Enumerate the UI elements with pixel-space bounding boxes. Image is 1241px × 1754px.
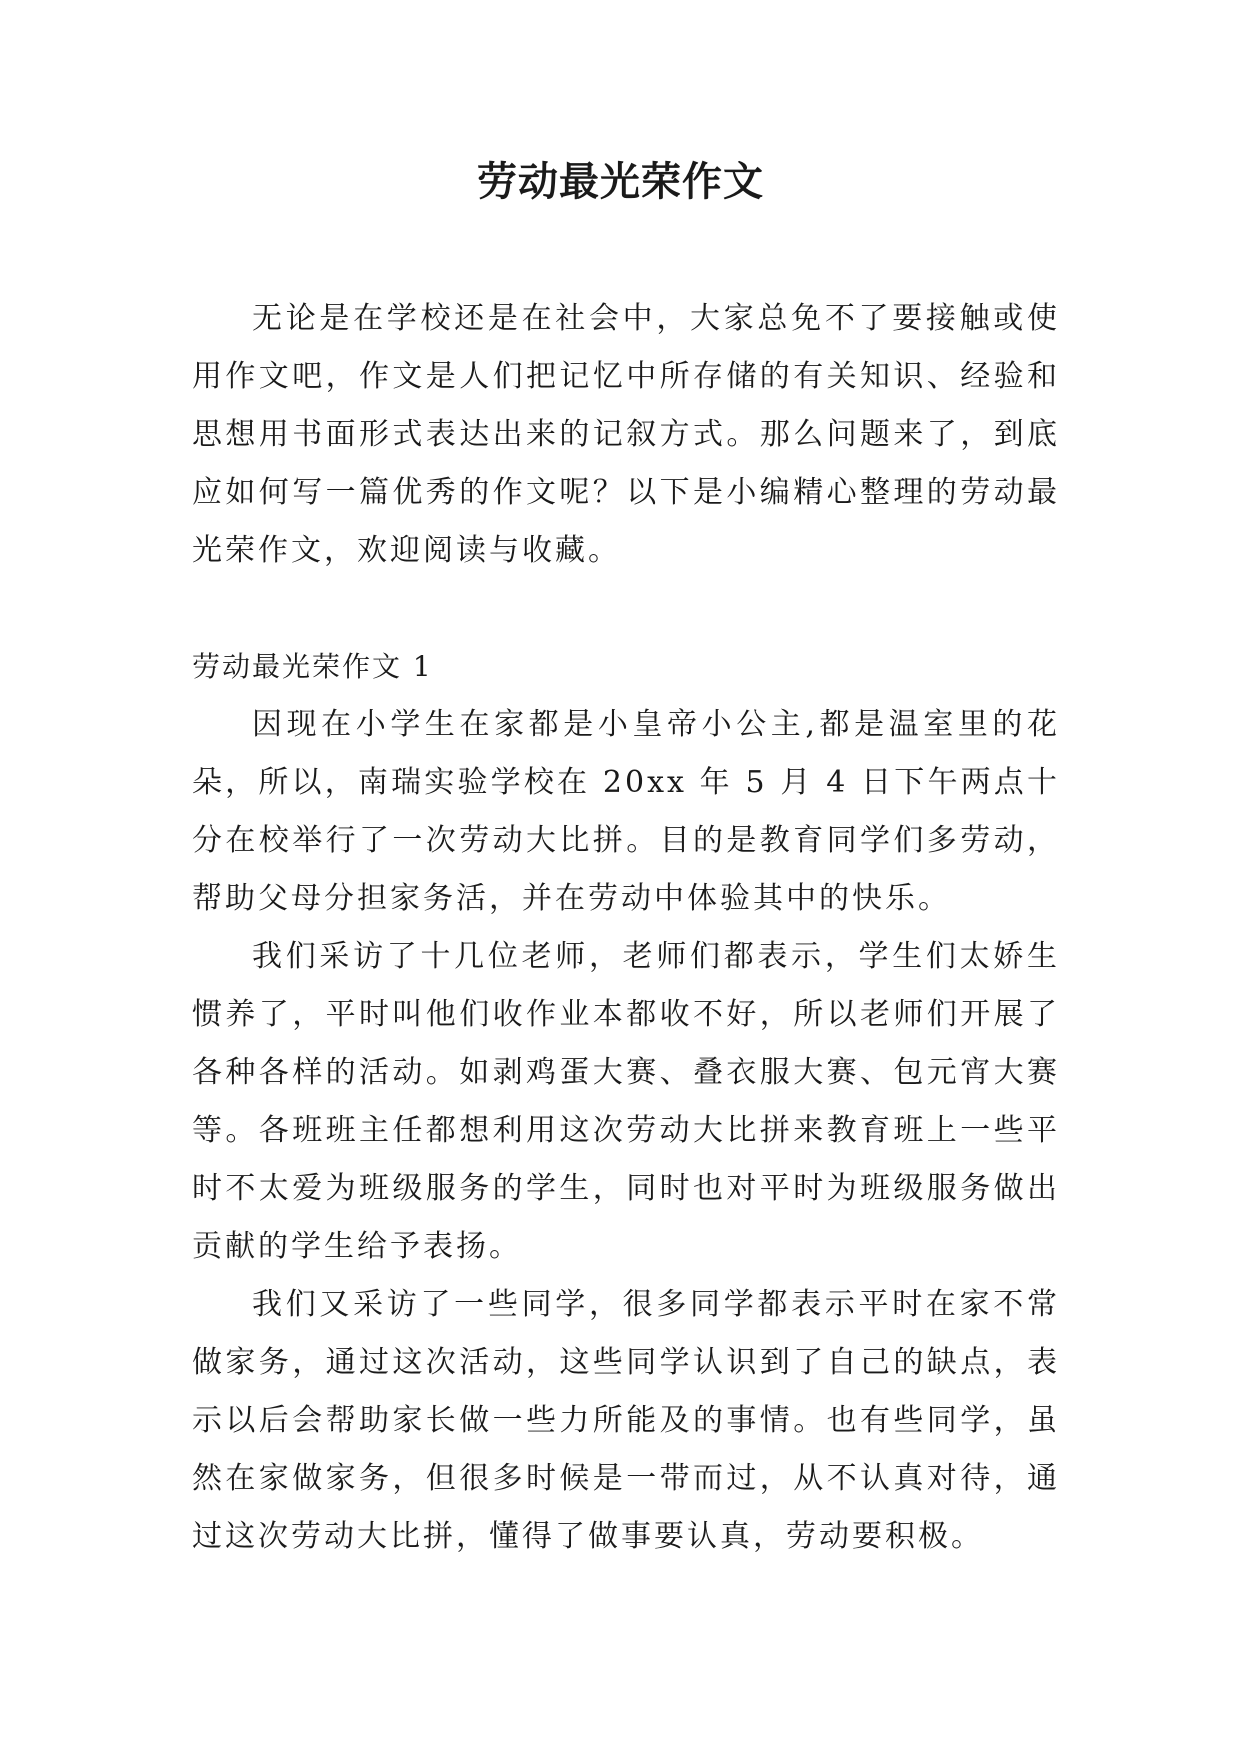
- body-paragraph-1: 因现在小学生在家都是小皇帝小公主,都是温室里的花朵，所以，南瑞实验学校在 20xx 年 5 月 4 日下午两点十分在校举行了一次劳动大比拼。目的是教育同学们多劳动，帮助父母分担家务活，并在劳动中体验其中的快乐。: [192, 707, 1060, 916]
- body-paragraph-3: 我们又采访了一些同学，很多同学都表示平时在家不常做家务，通过这次活动，这些同学认识到了自己的缺点，表示以后会帮助家长做一些力所能及的事情。也有些同学，虽然在家做家务，但很多时候是一带而过，从不认真对待，通过这次劳动大比拼，懂得了做事要认真，劳动要积极。: [192, 1287, 1060, 1554]
- section-heading: 劳动最光荣作文 1: [192, 650, 433, 683]
- body-paragraph-2: 我们采访了十几位老师，老师们都表示，学生们太娇生惯养了，平时叫他们收作业本都收不好，所以老师们开展了各种各样的活动。如剥鸡蛋大赛、叠衣服大赛、包元宵大赛等。各班班主任都想利用这次劳动大比拼来教育班上一些平时不太爱为班级服务的学生，同时也对平时为班级服务做出贡献的学生给予表扬。: [192, 939, 1060, 1264]
- document-body: [192, 290, 1060, 1566]
- intro-paragraph: 无论是在学校还是在社会中，大家总免不了要接触或使用作文吧，作文是人们把记忆中所存储的有关知识、经验和思想用书面形式表达出来的记叙方式。那么问题来了，到底应如何写一篇优秀的作文呢？以下是小编精心整理的劳动最光荣作文，欢迎阅读与收藏。: [192, 301, 1060, 568]
- document-title: 劳动最光荣作文: [477, 158, 764, 205]
